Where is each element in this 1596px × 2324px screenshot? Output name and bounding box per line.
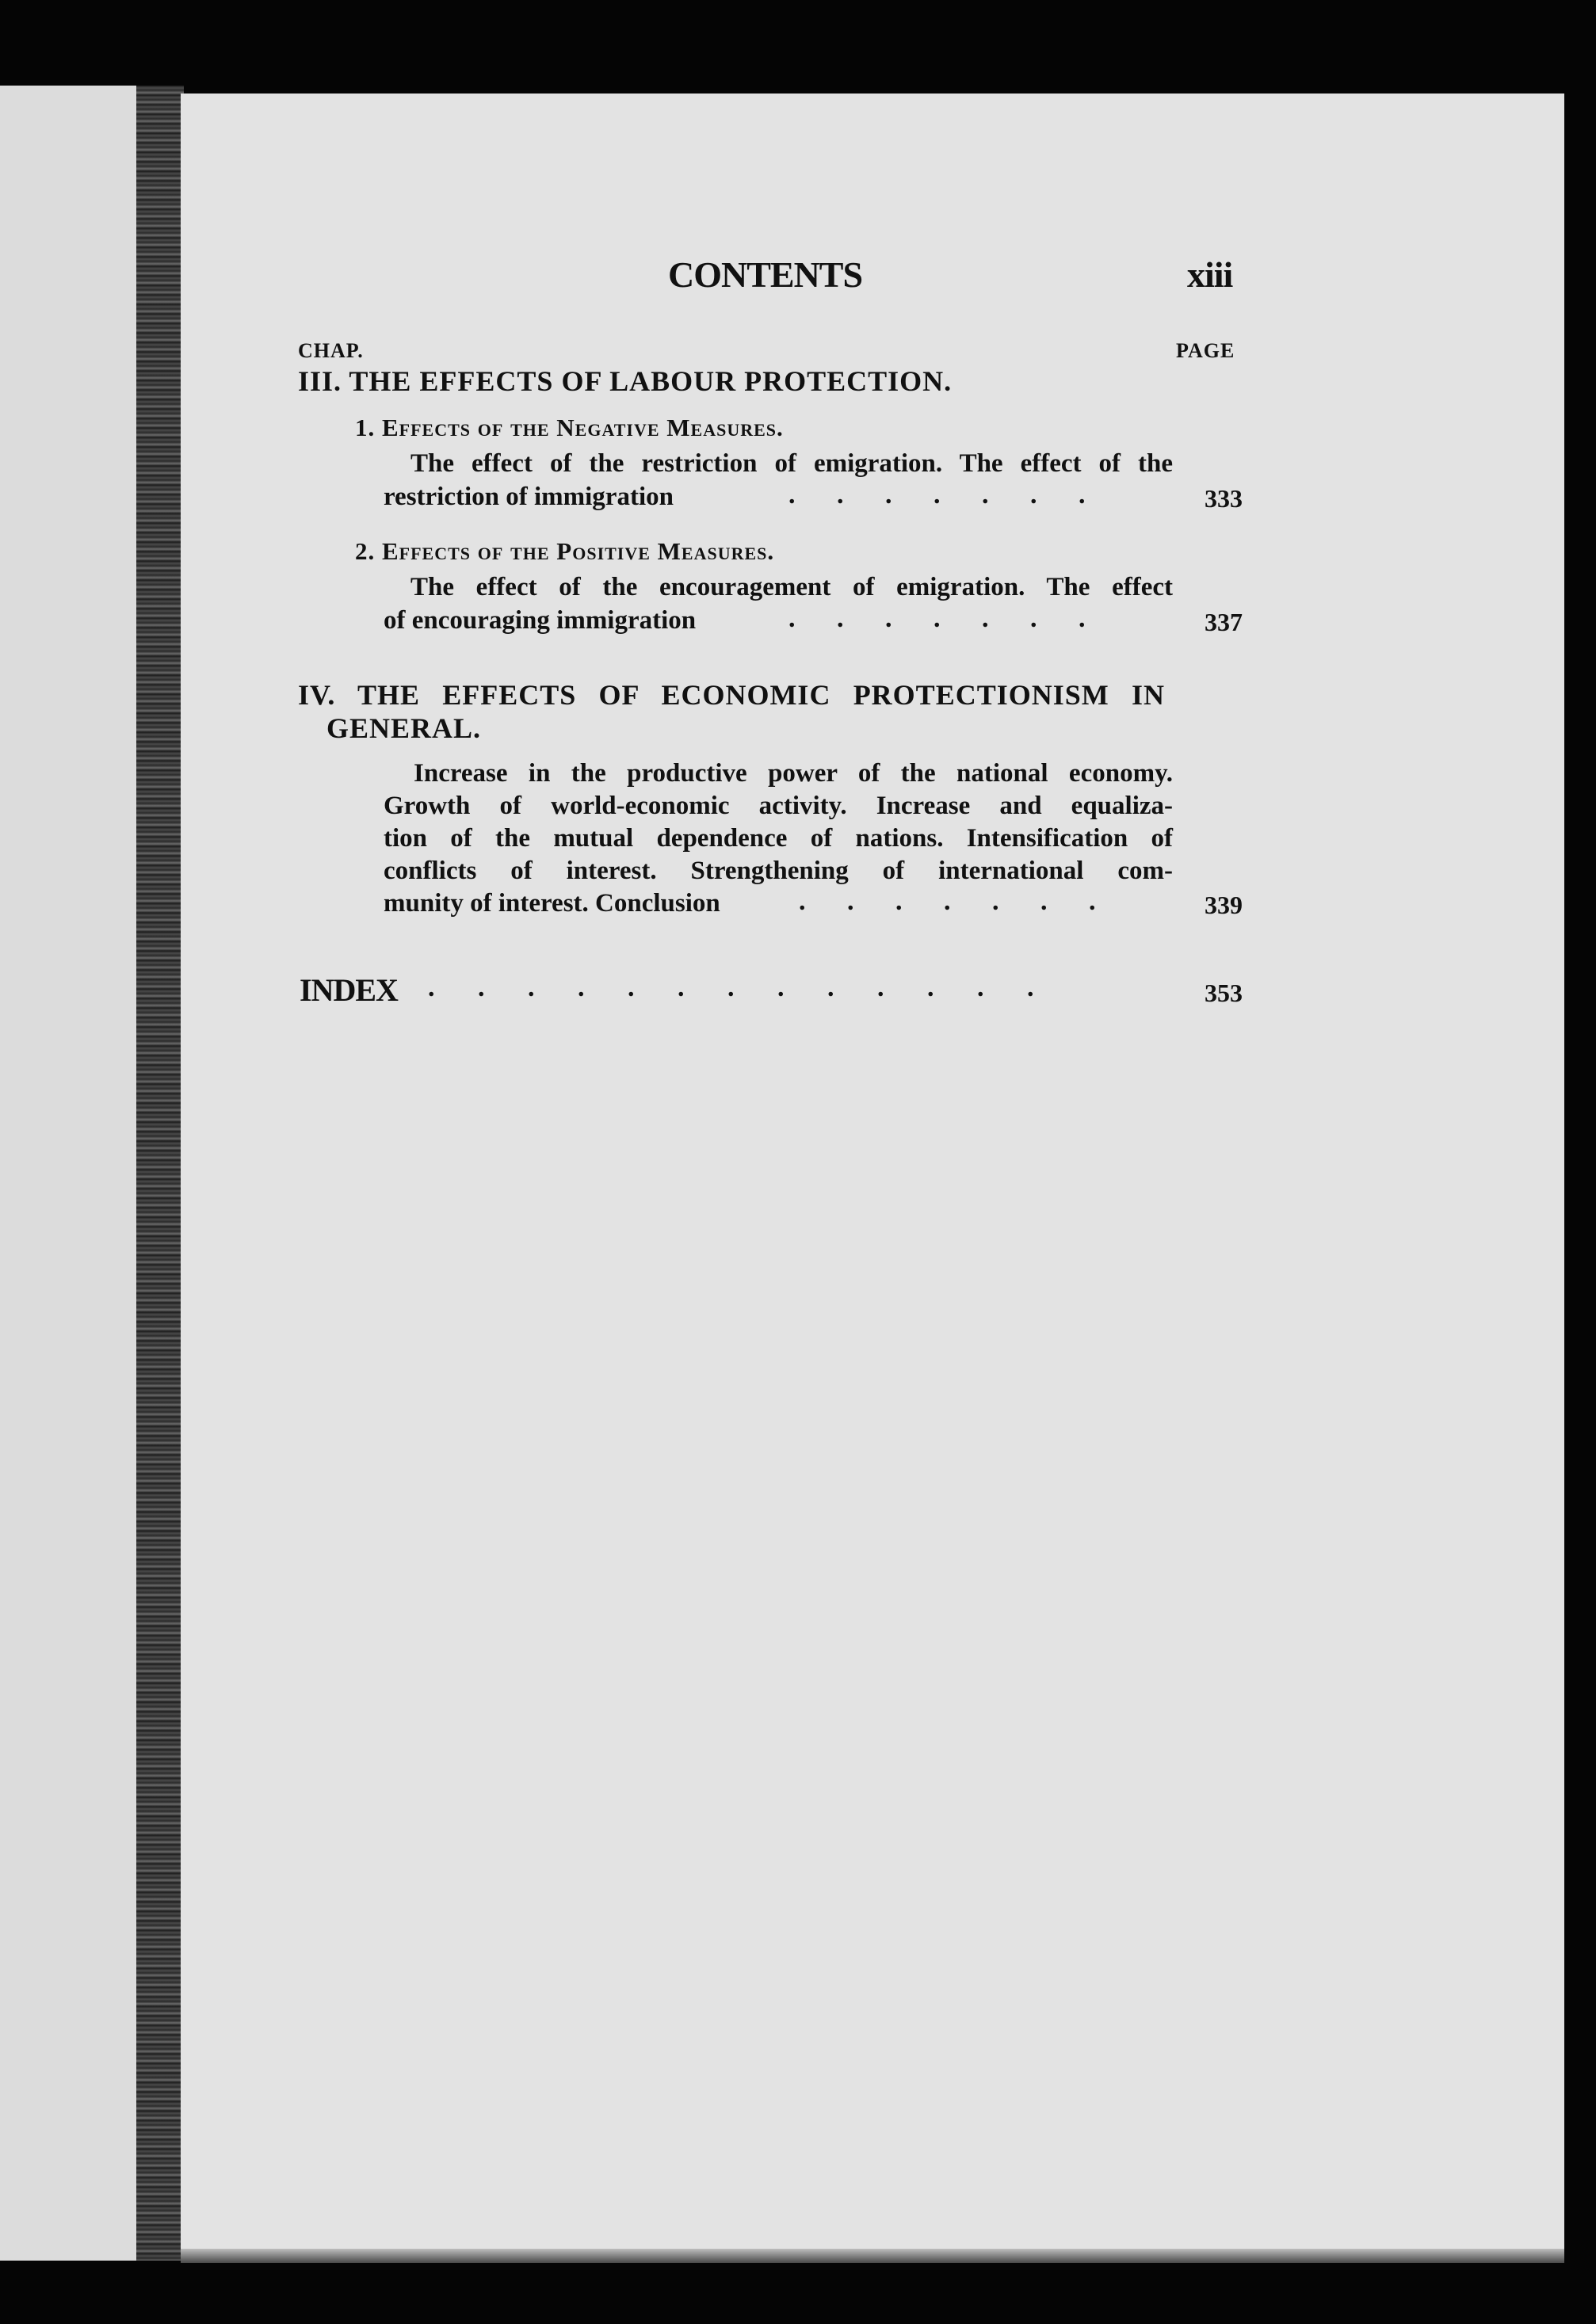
running-page-number: xiii: [1187, 254, 1233, 295]
chapter-iv-heading-line-1: IV. THE EFFECTS OF ECONOMIC PROTECTIONISM IN: [298, 679, 1165, 711]
page-bottom-shadow: [181, 2249, 1564, 2263]
section-2-line-2: of encouraging immigration: [384, 606, 697, 635]
section-1-leader: . . . . . . .: [788, 480, 1103, 509]
section-1-line-2: restriction of immigration: [384, 483, 674, 511]
chap-column-label: CHAP.: [298, 339, 364, 362]
chapter-iv-heading-line-2: GENERAL.: [326, 712, 482, 744]
section-2-line-1: The effect of the encouragement of emigration. The effect: [410, 573, 1173, 601]
section-2-page: 337: [1205, 608, 1243, 636]
chapter-iv-line-5: munity of interest. Conclusion: [384, 889, 720, 918]
page-column-label: PAGE: [1176, 339, 1235, 362]
index-page: 353: [1205, 979, 1243, 1007]
chapter-iv-line-1: Increase in the productive power of the national economy.: [414, 759, 1173, 788]
section-2-leader: . . . . . . .: [788, 604, 1103, 633]
facing-page-edge: [0, 86, 141, 2261]
section-2-title: 2. Effects of the Positive Measures.: [355, 537, 775, 565]
section-1-line-1: The effect of the restriction of emigration. The effect of the: [410, 449, 1173, 478]
section-1-title: 1. Effects of the Negative Measures.: [355, 414, 784, 441]
chapter-iv-line-2: Growth of world-economic activity. Increase and equaliza-: [384, 792, 1173, 820]
index-leader: . . . . . . . . . . . . .: [428, 973, 1052, 1002]
book-spine: [136, 86, 184, 2261]
chapter-iii-heading: III. THE EFFECTS OF LABOUR PROTECTION.: [298, 365, 953, 397]
chapter-iv-page: 339: [1205, 891, 1243, 919]
index-label: INDEX: [300, 972, 398, 1008]
chapter-iv-line-4: conflicts of interest. Strengthening of international com-: [384, 857, 1173, 885]
chapter-iv-line-3: tion of the mutual dependence of nations. Intensification of: [384, 824, 1173, 853]
chapter-iv-leader: . . . . . . .: [799, 887, 1113, 916]
running-title: CONTENTS: [668, 254, 863, 295]
section-1-page: 333: [1205, 484, 1243, 513]
